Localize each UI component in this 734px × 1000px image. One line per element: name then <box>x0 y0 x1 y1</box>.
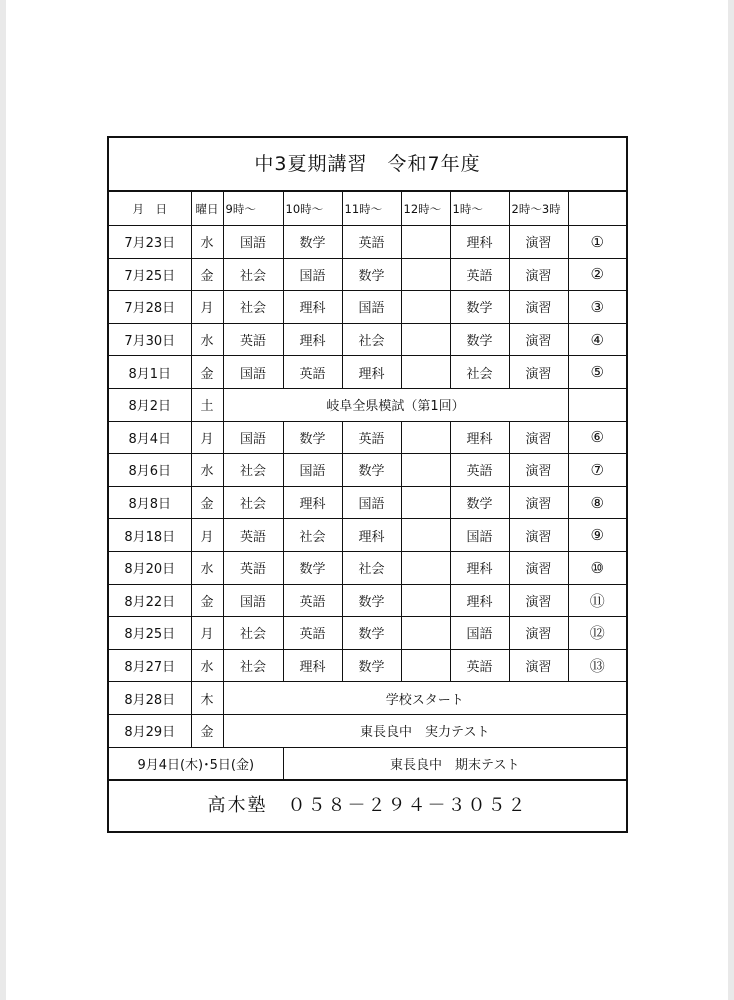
subject-cell <box>401 258 450 291</box>
header-number <box>568 192 626 226</box>
schedule-table <box>109 192 626 781</box>
subject-cell: 数学 <box>283 551 342 584</box>
subject-cell: 国語 <box>283 258 342 291</box>
subject-cell: 理科 <box>283 649 342 682</box>
schedule-title: 中3夏期講習 令和7年度 <box>109 138 626 192</box>
weekday-cell: 金 <box>191 486 223 519</box>
weekday-cell: 水 <box>191 323 223 356</box>
subject-cell: 国語 <box>223 226 283 259</box>
weekday-cell: 水 <box>191 551 223 584</box>
session-number: ⑪ <box>568 584 626 617</box>
weekday-cell: 金 <box>191 356 223 389</box>
header-period: 11時～ <box>342 192 401 226</box>
weekday-cell: 水 <box>191 649 223 682</box>
session-number: ⑩ <box>568 551 626 584</box>
header-weekday: 曜日 <box>191 192 223 226</box>
subject-cell: 演習 <box>509 258 568 291</box>
subject-cell: 国語 <box>342 291 401 324</box>
weekday-cell: 金 <box>191 714 223 747</box>
table-row <box>109 551 626 584</box>
session-number <box>568 388 626 421</box>
weekday-cell: 月 <box>191 519 223 552</box>
date-cell: 7月25日 <box>109 258 191 291</box>
subject-cell: 社会 <box>342 551 401 584</box>
subject-cell <box>401 291 450 324</box>
subject-cell <box>401 421 450 454</box>
table-row <box>109 649 626 682</box>
session-number: ⑫ <box>568 617 626 650</box>
session-number: ⑨ <box>568 519 626 552</box>
table-row <box>109 584 626 617</box>
subject-cell: 数学 <box>342 258 401 291</box>
subject-cell: 理科 <box>450 584 509 617</box>
subject-cell: 英語 <box>283 356 342 389</box>
subject-cell: 理科 <box>342 519 401 552</box>
session-number: ⑬ <box>568 649 626 682</box>
date-cell: 8月8日 <box>109 486 191 519</box>
subject-cell: 理科 <box>283 486 342 519</box>
date-cell: 8月2日 <box>109 388 191 421</box>
subject-cell <box>401 584 450 617</box>
date-cell: 7月28日 <box>109 291 191 324</box>
table-row <box>109 323 626 356</box>
subject-cell: 理科 <box>450 421 509 454</box>
subject-cell: 演習 <box>509 291 568 324</box>
subject-cell: 社会 <box>223 617 283 650</box>
weekday-cell: 月 <box>191 617 223 650</box>
subject-cell: 数学 <box>342 649 401 682</box>
date-cell: 8月29日 <box>109 714 191 747</box>
subject-cell: 理科 <box>283 323 342 356</box>
event-cell: 岐阜全県模試（第1回） <box>223 388 568 421</box>
subject-cell: 理科 <box>283 291 342 324</box>
subject-cell: 演習 <box>509 421 568 454</box>
table-row <box>109 617 626 650</box>
header-period: 9時～ <box>223 192 283 226</box>
subject-cell: 社会 <box>223 486 283 519</box>
header-period: 1時～ <box>450 192 509 226</box>
table-row <box>109 356 626 389</box>
subject-cell: 演習 <box>509 551 568 584</box>
header-period: 12時～ <box>401 192 450 226</box>
header-date: 月 日 <box>109 192 191 226</box>
date-cell: 8月6日 <box>109 454 191 487</box>
subject-cell: 国語 <box>223 584 283 617</box>
subject-cell: 社会 <box>342 323 401 356</box>
subject-cell: 英語 <box>223 323 283 356</box>
subject-cell: 国語 <box>223 421 283 454</box>
subject-cell: 国語 <box>223 356 283 389</box>
subject-cell: 英語 <box>450 258 509 291</box>
subject-cell: 社会 <box>450 356 509 389</box>
event-cell: 学校スタート <box>223 682 626 715</box>
subject-cell: 国語 <box>450 617 509 650</box>
subject-cell: 演習 <box>509 519 568 552</box>
session-number: ④ <box>568 323 626 356</box>
date-cell: 8月22日 <box>109 584 191 617</box>
weekday-cell: 金 <box>191 584 223 617</box>
date-cell: 7月30日 <box>109 323 191 356</box>
table-row <box>109 714 626 747</box>
subject-cell: 国語 <box>450 519 509 552</box>
subject-cell: 数学 <box>342 454 401 487</box>
weekday-cell: 水 <box>191 454 223 487</box>
table-row <box>109 388 626 421</box>
subject-cell: 社会 <box>223 454 283 487</box>
weekday-cell: 金 <box>191 258 223 291</box>
subject-cell <box>401 486 450 519</box>
weekday-cell: 水 <box>191 226 223 259</box>
event-cell: 東長良中 実力テスト <box>223 714 626 747</box>
page-edge-left <box>0 0 6 1000</box>
subject-cell: 英語 <box>283 584 342 617</box>
date-cell: 8月27日 <box>109 649 191 682</box>
subject-cell: 数学 <box>342 584 401 617</box>
session-number: ① <box>568 226 626 259</box>
date-cell: 8月4日 <box>109 421 191 454</box>
date-cell: 7月23日 <box>109 226 191 259</box>
weekday-cell: 木 <box>191 682 223 715</box>
subject-cell: 理科 <box>450 226 509 259</box>
session-number: ⑥ <box>568 421 626 454</box>
subject-cell: 数学 <box>450 486 509 519</box>
subject-cell: 英語 <box>342 226 401 259</box>
subject-cell: 英語 <box>283 617 342 650</box>
subject-cell: 数学 <box>283 226 342 259</box>
subject-cell <box>401 356 450 389</box>
table-header-row <box>109 192 626 226</box>
school-footer: 高木塾 ０５８－２９４－３０５２ <box>207 795 528 817</box>
session-number: ⑦ <box>568 454 626 487</box>
table-row <box>109 291 626 324</box>
subject-cell: 理科 <box>450 551 509 584</box>
session-number: ② <box>568 258 626 291</box>
session-number: ⑧ <box>568 486 626 519</box>
subject-cell <box>401 454 450 487</box>
subject-cell: 演習 <box>509 323 568 356</box>
event-cell: 東長良中 期末テスト <box>283 747 626 780</box>
table-row <box>109 454 626 487</box>
date-cell: 8月20日 <box>109 551 191 584</box>
page-edge-right <box>728 0 734 1000</box>
subject-cell <box>401 617 450 650</box>
subject-cell: 英語 <box>450 649 509 682</box>
header-period: 10時～ <box>283 192 342 226</box>
table-row <box>109 682 626 715</box>
subject-cell: 数学 <box>450 323 509 356</box>
subject-cell: 演習 <box>509 617 568 650</box>
table-row <box>109 421 626 454</box>
weekday-cell: 土 <box>191 388 223 421</box>
weekday-cell: 月 <box>191 291 223 324</box>
subject-cell: 国語 <box>342 486 401 519</box>
subject-cell <box>401 323 450 356</box>
schedule-sheet <box>107 136 628 833</box>
table-row <box>109 226 626 259</box>
subject-cell: 数学 <box>342 617 401 650</box>
table-row <box>109 486 626 519</box>
subject-cell <box>401 226 450 259</box>
subject-cell: 理科 <box>342 356 401 389</box>
subject-cell: 社会 <box>223 291 283 324</box>
subject-cell: 数学 <box>450 291 509 324</box>
date-cell: 8月18日 <box>109 519 191 552</box>
subject-cell: 数学 <box>283 421 342 454</box>
subject-cell: 英語 <box>450 454 509 487</box>
subject-cell: 演習 <box>509 356 568 389</box>
subject-cell: 国語 <box>283 454 342 487</box>
table-row <box>109 519 626 552</box>
subject-cell: 英語 <box>342 421 401 454</box>
weekday-cell: 月 <box>191 421 223 454</box>
subject-cell: 社会 <box>283 519 342 552</box>
date-cell: 8月28日 <box>109 682 191 715</box>
subject-cell: 英語 <box>223 519 283 552</box>
subject-cell <box>401 551 450 584</box>
header-period: 2時～3時 <box>509 192 568 226</box>
session-number: ③ <box>568 291 626 324</box>
table-row <box>109 258 626 291</box>
date-cell: 8月1日 <box>109 356 191 389</box>
subject-cell: 演習 <box>509 584 568 617</box>
subject-cell: 社会 <box>223 649 283 682</box>
date-cell: 8月25日 <box>109 617 191 650</box>
subject-cell: 演習 <box>509 486 568 519</box>
table-row <box>109 747 626 780</box>
subject-cell: 演習 <box>509 649 568 682</box>
subject-cell <box>401 649 450 682</box>
subject-cell: 英語 <box>223 551 283 584</box>
date-range-cell: 9月4日(木)･5日(金) <box>109 747 283 780</box>
session-number: ⑤ <box>568 356 626 389</box>
subject-cell: 演習 <box>509 454 568 487</box>
subject-cell: 社会 <box>223 258 283 291</box>
subject-cell <box>401 519 450 552</box>
subject-cell: 演習 <box>509 226 568 259</box>
